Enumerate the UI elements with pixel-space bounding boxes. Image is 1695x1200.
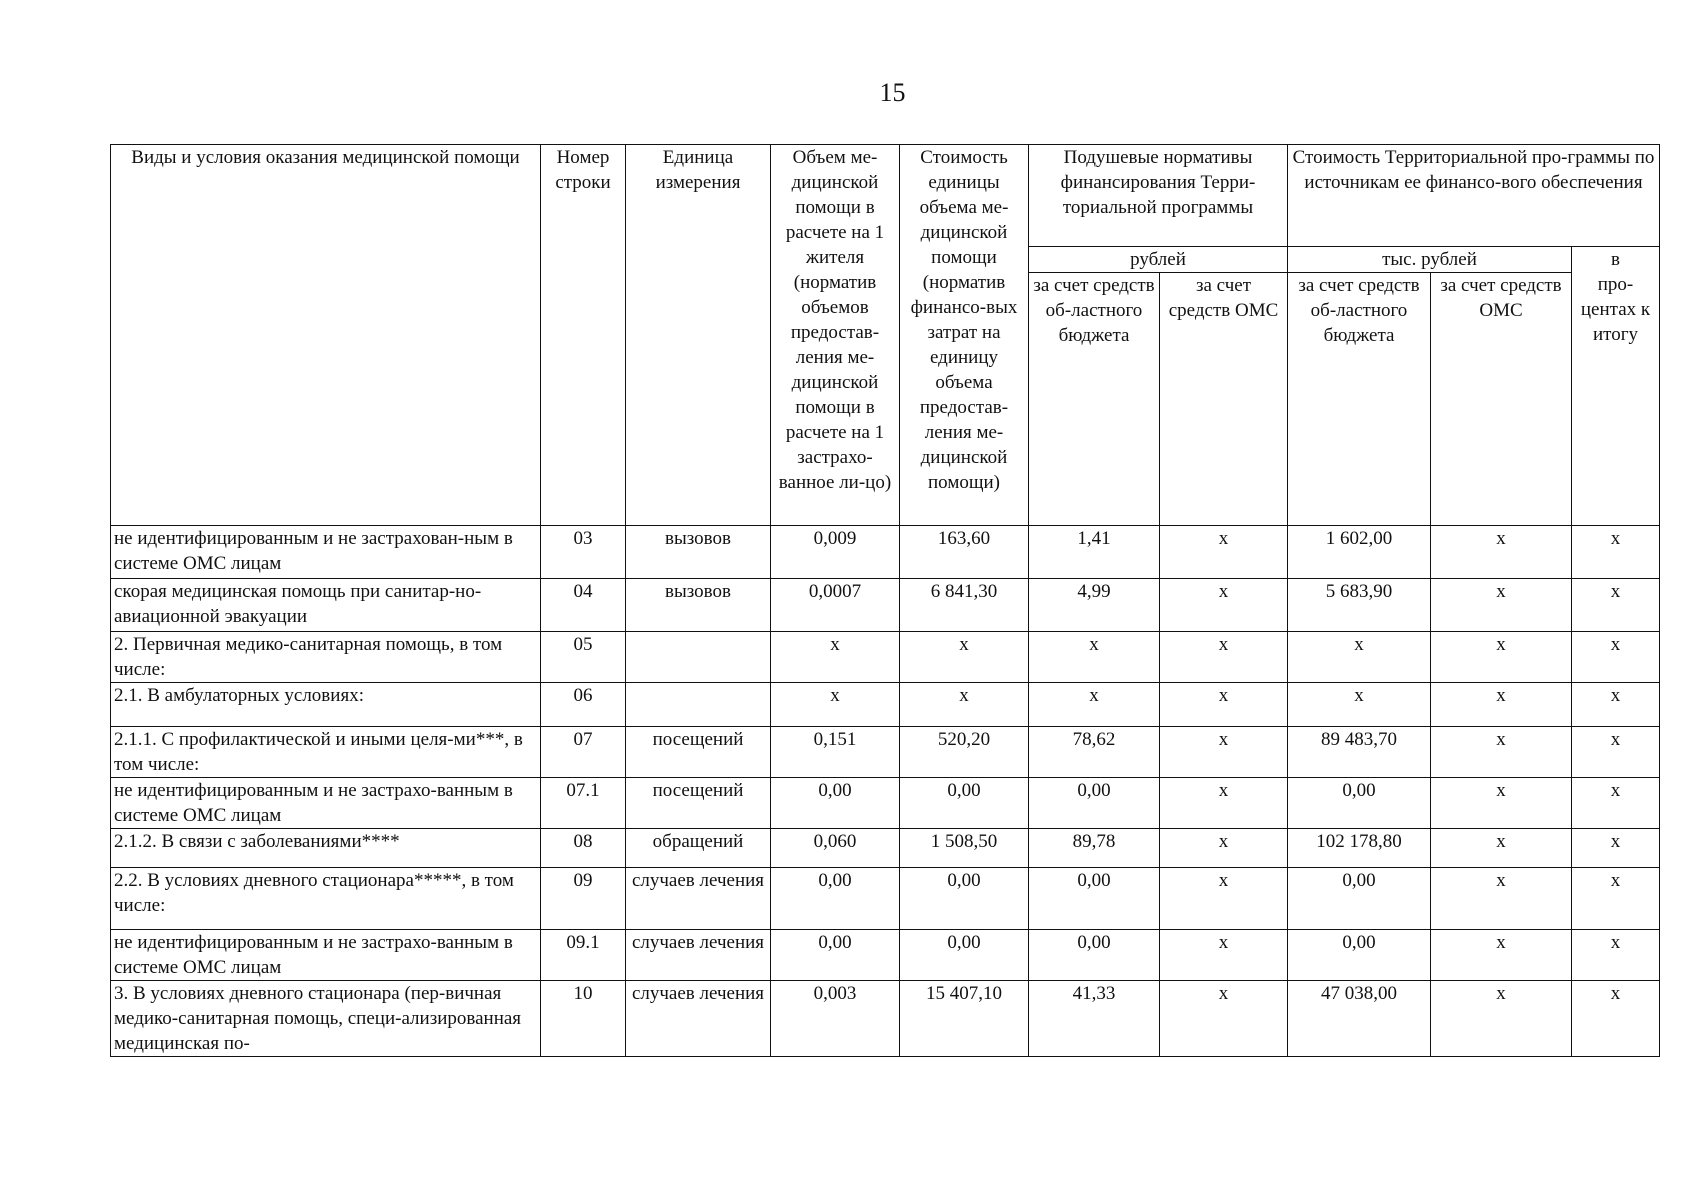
table-row <box>111 727 1660 778</box>
row-unit: случаев лечения <box>626 930 771 981</box>
row-number: 09 <box>541 868 626 930</box>
row-cost-budget: 0,00 <box>1288 868 1431 930</box>
row-cost-oms: х <box>1431 579 1572 632</box>
row-per-capita-budget: 41,33 <box>1029 981 1160 1057</box>
row-name: 2.1. В амбулаторных условиях: <box>111 683 541 727</box>
row-per-capita-oms: х <box>1160 981 1288 1057</box>
row-number: 04 <box>541 579 626 632</box>
row-number: 07 <box>541 727 626 778</box>
row-percent: х <box>1572 930 1660 981</box>
row-number: 03 <box>541 526 626 579</box>
row-unit-cost: 0,00 <box>900 868 1029 930</box>
row-cost-oms: х <box>1431 727 1572 778</box>
row-unit-cost: 0,00 <box>900 930 1029 981</box>
table-row <box>111 632 1660 683</box>
row-volume: 0,00 <box>771 930 900 981</box>
row-cost-budget: 1 602,00 <box>1288 526 1431 579</box>
row-name: не идентифицированным и не застрахован-ным в системе ОМС лицам <box>111 526 541 579</box>
row-per-capita-budget: х <box>1029 683 1160 727</box>
row-cost-oms: х <box>1431 829 1572 868</box>
row-cost-budget: х <box>1288 683 1431 727</box>
row-per-capita-budget: 4,99 <box>1029 579 1160 632</box>
row-name: 3. В условиях дневного стационара (пер-вичная медико-санитарная помощь, специ-ализированная медицинская по- <box>111 981 541 1057</box>
table-row <box>111 683 1660 727</box>
row-per-capita-oms: х <box>1160 829 1288 868</box>
row-percent: х <box>1572 683 1660 727</box>
row-percent: х <box>1572 579 1660 632</box>
row-cost-budget: 102 178,80 <box>1288 829 1431 868</box>
row-number: 09.1 <box>541 930 626 981</box>
row-number: 05 <box>541 632 626 683</box>
row-cost-budget: 0,00 <box>1288 930 1431 981</box>
row-per-capita-oms: х <box>1160 778 1288 829</box>
row-name: 2.1.2. В связи с заболеваниями**** <box>111 829 541 868</box>
header-per-capita-norms: Подушевые нормативы финансирования Терри-ториальной программы <box>1029 145 1288 247</box>
header-percent-label: про-центах к итогу <box>1580 274 1651 345</box>
table-header <box>111 145 1660 526</box>
row-percent: х <box>1572 526 1660 579</box>
row-unit-cost: 6 841,30 <box>900 579 1029 632</box>
row-per-capita-budget: 0,00 <box>1029 868 1160 930</box>
row-number: 07.1 <box>541 778 626 829</box>
row-cost-oms: х <box>1431 778 1572 829</box>
row-number: 06 <box>541 683 626 727</box>
row-unit <box>626 683 771 727</box>
header-unit-rubles: рублей <box>1029 247 1288 273</box>
header-percent-top: в <box>1611 249 1620 270</box>
row-cost-oms: х <box>1431 868 1572 930</box>
header-volume-norm: Объем ме-дицинской помощи в расчете на 1 жителя (норматив объемов предостав-ления ме-дицинской помощи в расчете на 1 застрахо-ванное ли-цо) <box>771 145 900 526</box>
header-per-capita-oms: за счет средств ОМС <box>1160 273 1288 526</box>
row-volume: х <box>771 632 900 683</box>
row-per-capita-oms: х <box>1160 930 1288 981</box>
row-unit: обращений <box>626 829 771 868</box>
row-cost-oms: х <box>1431 632 1572 683</box>
header-program-cost: Стоимость Территориальной про-граммы по источникам ее финансо-вого обеспечения <box>1288 145 1660 247</box>
row-unit: вызовов <box>626 579 771 632</box>
row-name: 2. Первичная медико-санитарная помощь, в том числе: <box>111 632 541 683</box>
row-volume: 0,151 <box>771 727 900 778</box>
row-cost-budget: 47 038,00 <box>1288 981 1431 1057</box>
row-per-capita-oms: х <box>1160 727 1288 778</box>
row-cost-budget: 0,00 <box>1288 778 1431 829</box>
row-cost-budget: 89 483,70 <box>1288 727 1431 778</box>
row-name: не идентифицированным и не застрахо-ванным в системе ОМС лицам <box>111 930 541 981</box>
row-volume: 0,060 <box>771 829 900 868</box>
row-percent: х <box>1572 632 1660 683</box>
header-row-number: Номер строки <box>541 145 626 526</box>
row-per-capita-oms: х <box>1160 579 1288 632</box>
table-row <box>111 778 1660 829</box>
row-unit: вызовов <box>626 526 771 579</box>
row-volume: 0,003 <box>771 981 900 1057</box>
row-cost-budget: 5 683,90 <box>1288 579 1431 632</box>
row-unit-cost: 15 407,10 <box>900 981 1029 1057</box>
row-volume: 0,00 <box>771 868 900 930</box>
row-per-capita-oms: х <box>1160 526 1288 579</box>
header-per-capita-regional-budget: за счет средств об-ластного бюджета <box>1029 273 1160 526</box>
row-per-capita-oms: х <box>1160 683 1288 727</box>
table-row <box>111 579 1660 632</box>
row-volume: 0,00 <box>771 778 900 829</box>
table-row <box>111 868 1660 930</box>
row-name: скорая медицинская помощь при санитар-но-авиационной эвакуации <box>111 579 541 632</box>
row-per-capita-oms: х <box>1160 632 1288 683</box>
row-number: 08 <box>541 829 626 868</box>
row-volume: 0,009 <box>771 526 900 579</box>
row-cost-oms: х <box>1431 930 1572 981</box>
header-unit: Единица измерения <box>626 145 771 526</box>
row-unit: посещений <box>626 727 771 778</box>
table-body <box>111 526 1660 1057</box>
row-cost-oms: х <box>1431 526 1572 579</box>
row-percent: х <box>1572 829 1660 868</box>
table-row <box>111 526 1660 579</box>
row-per-capita-budget: 78,62 <box>1029 727 1160 778</box>
row-volume: 0,0007 <box>771 579 900 632</box>
table-row <box>111 930 1660 981</box>
header-unit-thousand-rubles: тыс. рублей <box>1288 247 1572 273</box>
row-name: 2.1.1. С профилактической и иными целя-ми***, в том числе: <box>111 727 541 778</box>
row-name: 2.2. В условиях дневного стационара*****, в том числе: <box>111 868 541 930</box>
row-unit: посещений <box>626 778 771 829</box>
row-cost-oms: х <box>1431 981 1572 1057</box>
table-row <box>111 829 1660 868</box>
row-unit: случаев лечения <box>626 868 771 930</box>
page-number: 15 <box>879 78 906 107</box>
row-percent: х <box>1572 868 1660 930</box>
row-unit: случаев лечения <box>626 981 771 1057</box>
row-unit <box>626 632 771 683</box>
header-cost-oms: за счет средств ОМС <box>1431 273 1572 526</box>
row-per-capita-budget: 89,78 <box>1029 829 1160 868</box>
row-unit-cost: 163,60 <box>900 526 1029 579</box>
row-cost-oms: х <box>1431 683 1572 727</box>
row-volume: х <box>771 683 900 727</box>
row-unit-cost: 1 508,50 <box>900 829 1029 868</box>
table-row <box>111 981 1660 1057</box>
row-unit-cost: х <box>900 683 1029 727</box>
row-per-capita-budget: 1,41 <box>1029 526 1160 579</box>
row-percent: х <box>1572 727 1660 778</box>
row-cost-budget: х <box>1288 632 1431 683</box>
row-unit-cost: х <box>900 632 1029 683</box>
row-unit-cost: 520,20 <box>900 727 1029 778</box>
row-unit-cost: 0,00 <box>900 778 1029 829</box>
row-number: 10 <box>541 981 626 1057</box>
header-cost-regional-budget: за счет средств об-ластного бюджета <box>1288 273 1431 526</box>
row-name: не идентифицированным и не застрахо-ванным в системе ОМС лицам <box>111 778 541 829</box>
header-unit-cost: Стоимость единицы объема ме-дицинской помощи (норматив финансо-вых затрат на единицу объема предостав-ления ме-дицинской помощи) <box>900 145 1029 526</box>
row-percent: х <box>1572 778 1660 829</box>
row-per-capita-budget: х <box>1029 632 1160 683</box>
row-percent: х <box>1572 981 1660 1057</box>
header-type-of-care: Виды и условия оказания медицинской помощи <box>111 145 541 526</box>
header-percent-of-total <box>1572 247 1660 526</box>
financing-table <box>110 144 1660 1057</box>
row-per-capita-oms: х <box>1160 868 1288 930</box>
row-per-capita-budget: 0,00 <box>1029 930 1160 981</box>
row-per-capita-budget: 0,00 <box>1029 778 1160 829</box>
